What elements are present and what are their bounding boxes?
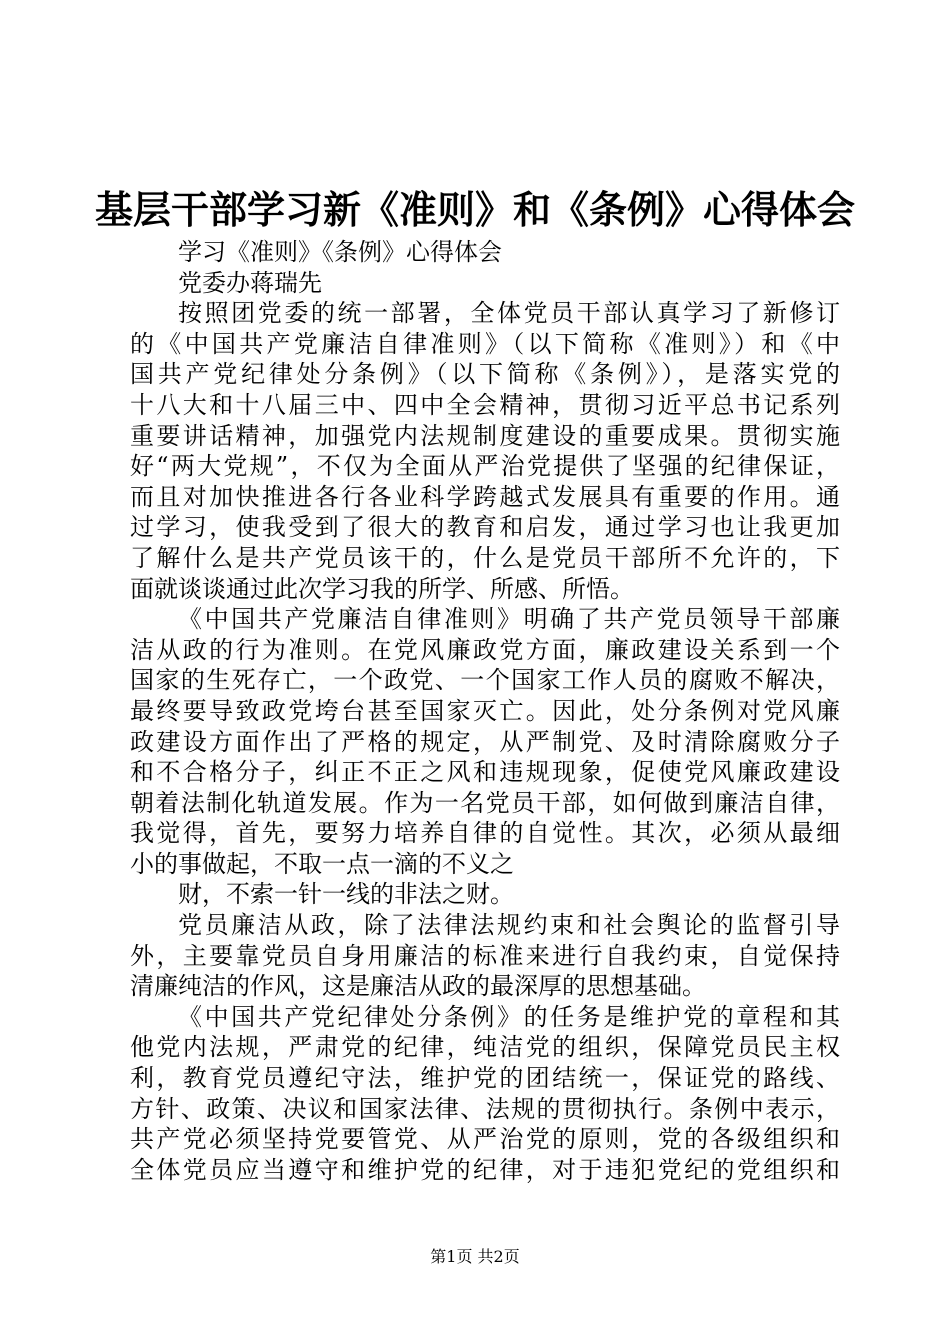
paragraph-line: 《中国共产党纪律处分条例》的任务是维护党的章程和其 — [178, 1002, 840, 1031]
paragraph-line: 了解什么是共产党员该干的，什么是党员干部所不允许的，下 — [130, 543, 840, 572]
paragraph-line: 《中国共产党廉洁自律准则》明确了共产党员领导干部廉 — [178, 605, 840, 634]
paragraph-line: 小的事做起，不取一点一滴的不义之 — [130, 849, 514, 878]
paragraph-line: 重要讲话精神，加强党内法规制度建设的重要成果。贯彻实施 — [130, 421, 840, 450]
subtitle-line: 学习《准则》《条例》心得体会 — [178, 238, 502, 266]
paragraph-line: 国家的生死存亡，一个政党、一个国家工作人员的腐败不解决， — [130, 666, 840, 695]
author-line: 党委办蒋瑞先 — [178, 268, 322, 297]
paragraph-line: 共产党必须坚持党要管党、从严治党的原则，党的各级组织和 — [130, 1125, 840, 1154]
paragraph-line: 政建设方面作出了严格的规定，从严制党、及时清除腐败分子 — [130, 727, 840, 756]
paragraph-line: 财，不索一针一线的非法之财。 — [178, 880, 514, 909]
paragraph-line: 他党内法规，严肃党的纪律，纯洁党的组织，保障党员民主权 — [130, 1033, 840, 1062]
paragraph-line: 十八大和十八届三中、四中全会精神，贯彻习近平总书记系列 — [130, 390, 840, 419]
document-title: 基层干部学习新《准则》和《条例》心得体会 — [94, 188, 855, 232]
paragraph-line: 外，主要靠党员自身用廉洁的标准来进行自我约束，自觉保持 — [130, 941, 840, 970]
paragraph-line: 好“两大党规”，不仅为全面从严治党提供了坚强的纪律保证， — [130, 452, 840, 481]
paragraph-line: 面就谈谈通过此次学习我的所学、所感、所悟。 — [130, 574, 634, 603]
paragraph-line: 和不合格分子，纠正不正之风和违规现象，促使党风廉政建设 — [130, 758, 840, 787]
paragraph-line: 的《中国共产党廉洁自律准则》（以下简称《准则》）和《中 — [130, 329, 840, 358]
paragraph-line: 而且对加快推进各行各业科学跨越式发展具有重要的作用。通 — [130, 482, 840, 511]
paragraph-line: 党员廉洁从政，除了法律法规约束和社会舆论的监督引导 — [178, 911, 840, 940]
paragraph-line: 全体党员应当遵守和维护党的纪律，对于违犯党纪的党组织和 — [130, 1155, 840, 1184]
paragraph-line: 国共产党纪律处分条例》（以下简称《条例》），是落实党的 — [130, 360, 840, 389]
document-body — [130, 237, 840, 1185]
paragraph-line: 我觉得，首先，要努力培养自律的自觉性。其次，必须从最细 — [130, 819, 840, 848]
page-footer: 第1页 共2页 — [430, 1247, 520, 1266]
paragraph-line: 清廉纯洁的作风，这是廉洁从政的最深厚的思想基础。 — [130, 972, 706, 1001]
paragraph-line: 过学习，使我受到了很大的教育和启发，通过学习也让我更加 — [130, 513, 840, 542]
paragraph-line: 利，教育党员遵纪守法，维护党的团结统一，保证党的路线、 — [130, 1064, 840, 1093]
paragraph-line: 最终要导致政党垮台甚至国家灭亡。因此，处分条例对党风廉 — [130, 696, 840, 725]
paragraph-line: 方针、政策、决议和国家法律、法规的贯彻执行。条例中表示， — [130, 1094, 840, 1123]
paragraph-line: 按照团党委的统一部署，全体党员干部认真学习了新修订 — [178, 299, 840, 328]
paragraph-line: 洁从政的行为准则。在党风廉政党方面，廉政建设关系到一个 — [130, 635, 840, 664]
paragraph-line: 朝着法制化轨道发展。作为一名党员干部，如何做到廉洁自律， — [130, 788, 840, 817]
